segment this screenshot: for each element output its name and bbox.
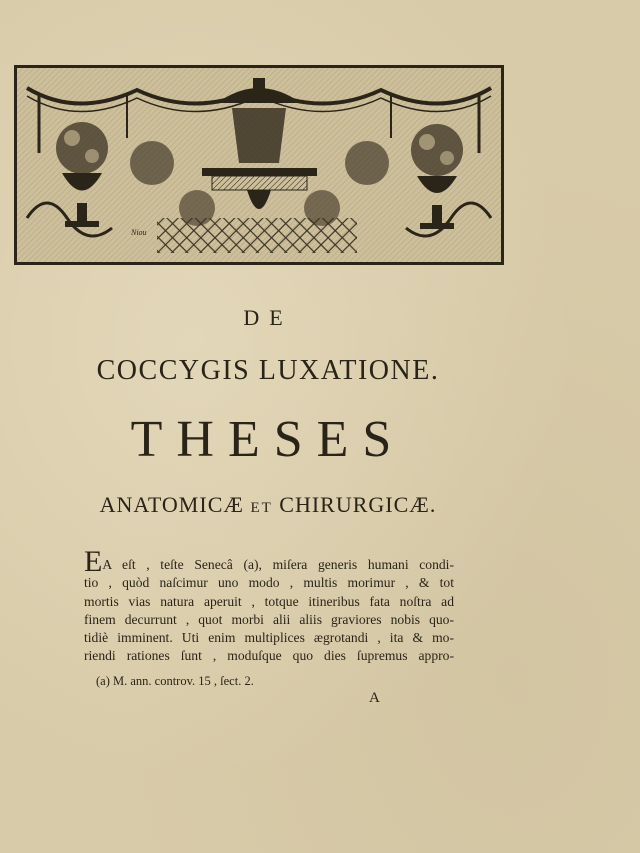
body-line-1: EA eſt , teſte Senecâ (a), miſera generis humani condi-	[84, 545, 454, 578]
subtitle-anatomicae: ANATOMICÆ	[99, 492, 244, 517]
body-line-2: tio , quòd naſcimur uno modo , multis morimur , & tot	[84, 575, 454, 591]
body-line-5: tidiè imminent. Uti enim multiplices ægrotandi , ita & mo-	[84, 630, 454, 646]
title-de: DE	[243, 305, 293, 330]
engraver-signature: Niou	[131, 228, 147, 237]
subtitle-chirurgicae: CHIRURGICÆ.	[279, 492, 437, 517]
title-theses: THESES	[130, 411, 406, 468]
ornament-illustration	[17, 68, 501, 262]
body-line-3: mortis vias natura aperuit , totque itineribus fata noſtra ad	[84, 593, 454, 609]
footnote: (a) M. ann. controv. 15 , ſect. 2.	[96, 674, 254, 688]
body-line-4: finem decurrunt , quot morbi alii aliis graviores nobis quo-	[84, 611, 454, 627]
engraved-headpiece	[14, 65, 504, 265]
title-subtitle	[0, 492, 536, 518]
title-main: COCCYGIS LUXATIONE.	[96, 355, 440, 386]
signature-mark: A	[369, 690, 380, 706]
drop-cap: E	[84, 545, 103, 578]
subtitle-et: ET	[250, 500, 273, 516]
body-line-6: riendi rationes ſunt , moduſque quo dies ſupremus appro-	[84, 648, 454, 664]
body-paragraph	[84, 545, 454, 666]
